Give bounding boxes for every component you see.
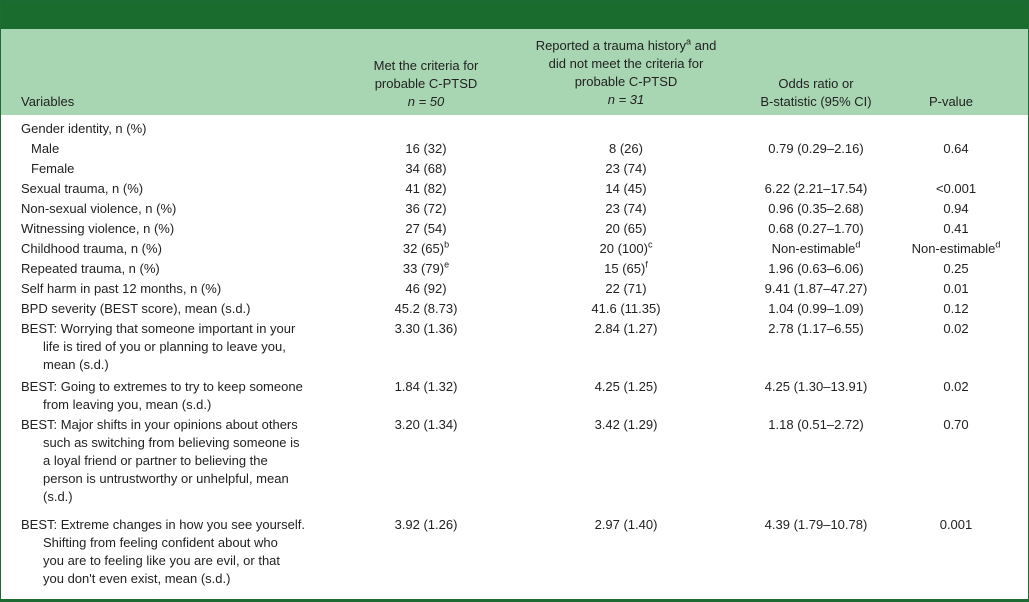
cell-p-value: 0.01: [943, 281, 969, 296]
header-rep-line2: did not meet the criteria for: [548, 56, 704, 71]
table-header: [1, 29, 1028, 115]
cell-variable-text: Repeated trauma, n (%): [21, 261, 160, 276]
header-met-criteria: [341, 57, 511, 111]
header-rep-line1: Reported a trauma history$^a$ and: [535, 36, 717, 53]
cell-variable: [21, 120, 341, 138]
cell-met-criteria: 41 (82): [405, 181, 447, 196]
header-reported-trauma: [511, 37, 741, 109]
cell-p-value: <0.001: [935, 181, 977, 196]
cell-variable: [21, 240, 341, 258]
cell-variable-line: BEST: Major shifts in your opinions about others: [21, 417, 298, 432]
cell-variable-line: mean (s.d.): [43, 357, 109, 372]
cell-p-value: 0.64: [943, 141, 969, 156]
cell-p-value: 0.70: [943, 417, 969, 432]
cell-variable: [21, 260, 341, 278]
cell-variable-line: person is untrustworthy or unhelpful, mean: [43, 471, 289, 486]
cell-variable: [21, 416, 341, 506]
cell-met-criteria: 46 (92): [405, 281, 447, 296]
cell-reported-trauma: 3.42 (1.29): [594, 417, 658, 432]
cell-met-criteria: 32 $(65)^b$: [402, 239, 450, 256]
header-or-line1: Odds ratio or: [778, 76, 854, 91]
table-bottom-rule: [1, 599, 1028, 601]
cell-reported-trauma: 4.25 (1.25): [594, 379, 658, 394]
cell-variable-text: Witnessing violence, n (%): [21, 221, 175, 236]
header-met-n: n = 50: [407, 94, 445, 109]
cell-variable-text: Male: [31, 141, 60, 156]
cell-variable-line: (s.d.): [43, 489, 73, 504]
cell-met-criteria: 36 (72): [405, 201, 447, 216]
cell-reported-trauma: 20 (65): [605, 221, 647, 236]
cell-variable-line: a loyal friend or partner to believing the: [43, 453, 268, 468]
cell-reported-trauma: 22 (71): [605, 281, 647, 296]
cell-variable-text: Non-sexual violence, n (%): [21, 201, 177, 216]
cell-reported-trauma: 20 $(100)^c$: [599, 239, 653, 256]
cell-p-value: 0.001: [939, 517, 973, 532]
cell-p-value: 0.41: [943, 221, 969, 236]
cell-variable-line: from leaving you, mean (s.d.): [43, 397, 212, 412]
cell-met-criteria: 3.20 (1.34): [394, 417, 458, 432]
cell-p-value: 0.25: [943, 261, 969, 276]
header-p-value: P-value: [928, 94, 974, 109]
cell-variable-line: you don't even exist, mean (s.d.): [43, 571, 231, 586]
cell-reported-trauma: 2.97 (1.40): [594, 517, 658, 532]
cell-odds-ratio: 1.04 (0.99–1.09): [768, 301, 864, 316]
cell-p-value: 0.94: [943, 201, 969, 216]
cell-odds-ratio: 4.25 (1.30–13.91): [764, 379, 868, 394]
header-rep-line3: probable C-PTSD: [574, 74, 678, 89]
cell-p-value: Non-estimable$^d$: [911, 239, 1001, 256]
cell-variable-line: life is tired of you or planning to leave you,: [43, 339, 286, 354]
cell-reported-trauma: 41.6 (11.35): [591, 301, 661, 316]
cell-variable-text: Female: [31, 161, 75, 176]
cell-variable-line: BEST: Extreme changes in how you see yourself.: [21, 517, 305, 532]
cell-variable-text: Sexual trauma, n (%): [21, 181, 144, 196]
cell-variable-line: BEST: Worrying that someone important in your: [21, 321, 296, 336]
cell-reported-trauma: 15 $(65)^f$: [604, 259, 648, 276]
cell-reported-trauma: 23 (74): [605, 201, 647, 216]
cell-reported-trauma: 14 (45): [605, 181, 647, 196]
cell-variable-text: BPD severity (BEST score), mean (s.d.): [21, 301, 251, 316]
cell-variable: [21, 300, 341, 318]
header-met-line1: Met the criteria for: [373, 58, 479, 73]
header-met-line2: probable C-PTSD: [374, 76, 478, 91]
cell-odds-ratio: 1.18 (0.51–2.72): [768, 417, 864, 432]
cell-p-value: 0.12: [943, 301, 969, 316]
cell-odds-ratio: 9.41 (1.87–47.27): [764, 281, 868, 296]
cell-variable: [21, 220, 341, 238]
cell-odds-ratio: 0.79 (0.29–2.16): [768, 141, 864, 156]
cell-odds-ratio: 4.39 (1.79–10.78): [764, 517, 868, 532]
cell-variable-text: Childhood trauma, n (%): [21, 241, 162, 256]
header-odds-ratio: [741, 75, 891, 111]
cell-reported-trauma: 8 (26): [609, 141, 643, 156]
cell-met-criteria: 45.2 (8.73): [394, 301, 458, 316]
cell-variable: [21, 320, 341, 374]
cell-odds-ratio: 0.96 (0.35–2.68): [768, 201, 864, 216]
cell-met-criteria: 3.92 (1.26): [394, 517, 458, 532]
cell-p-value: 0.02: [943, 379, 969, 394]
cell-reported-trauma: 2.84 (1.27): [594, 321, 658, 336]
header-variables: Variables: [21, 94, 75, 109]
cell-odds-ratio: 2.78 (1.17–6.55): [768, 321, 864, 336]
cell-variable-text: Self harm in past 12 months, n (%): [21, 281, 222, 296]
cell-met-criteria: 34 (68): [405, 161, 447, 176]
cell-odds-ratio: 6.22 (2.21–17.54): [764, 181, 868, 196]
cell-variable: [21, 140, 351, 158]
cell-met-criteria: 16 (32): [405, 141, 447, 156]
cell-met-criteria: 33 $(79)^e$: [402, 259, 450, 276]
header-rep-n: n = 31: [607, 92, 645, 107]
cell-variable-line: BEST: Going to extremes to try to keep someone: [21, 379, 303, 394]
cell-met-criteria: 3.30 (1.36): [394, 321, 458, 336]
cell-variable-line: such as switching from believing someone is: [43, 435, 300, 450]
cell-variable: [21, 160, 351, 178]
cell-p-value: 0.02: [943, 321, 969, 336]
cell-odds-ratio: 0.68 (0.27–1.70): [768, 221, 864, 236]
cell-reported-trauma: 23 (74): [605, 161, 647, 176]
cell-variable: [21, 516, 341, 588]
cell-met-criteria: 1.84 (1.32): [394, 379, 458, 394]
header-or-line2: B-statistic (95% CI): [760, 94, 872, 109]
cell-variable-line: Shifting from feeling confident about who: [43, 535, 278, 550]
cell-odds-ratio: 1.96 (0.63–6.06): [768, 261, 864, 276]
cell-variable: [21, 280, 341, 298]
cell-variable-line: you are to feeling like you are evil, or that: [43, 553, 281, 568]
cell-met-criteria: 27 (54): [405, 221, 447, 236]
cell-variable-text: Gender identity, n (%): [21, 121, 147, 136]
table-title-bar: [1, 1, 1028, 29]
cell-odds-ratio: Non-estimable$^d$: [771, 239, 861, 256]
cell-variable: [21, 180, 341, 198]
cell-variable: [21, 200, 341, 218]
cell-variable: [21, 378, 341, 414]
